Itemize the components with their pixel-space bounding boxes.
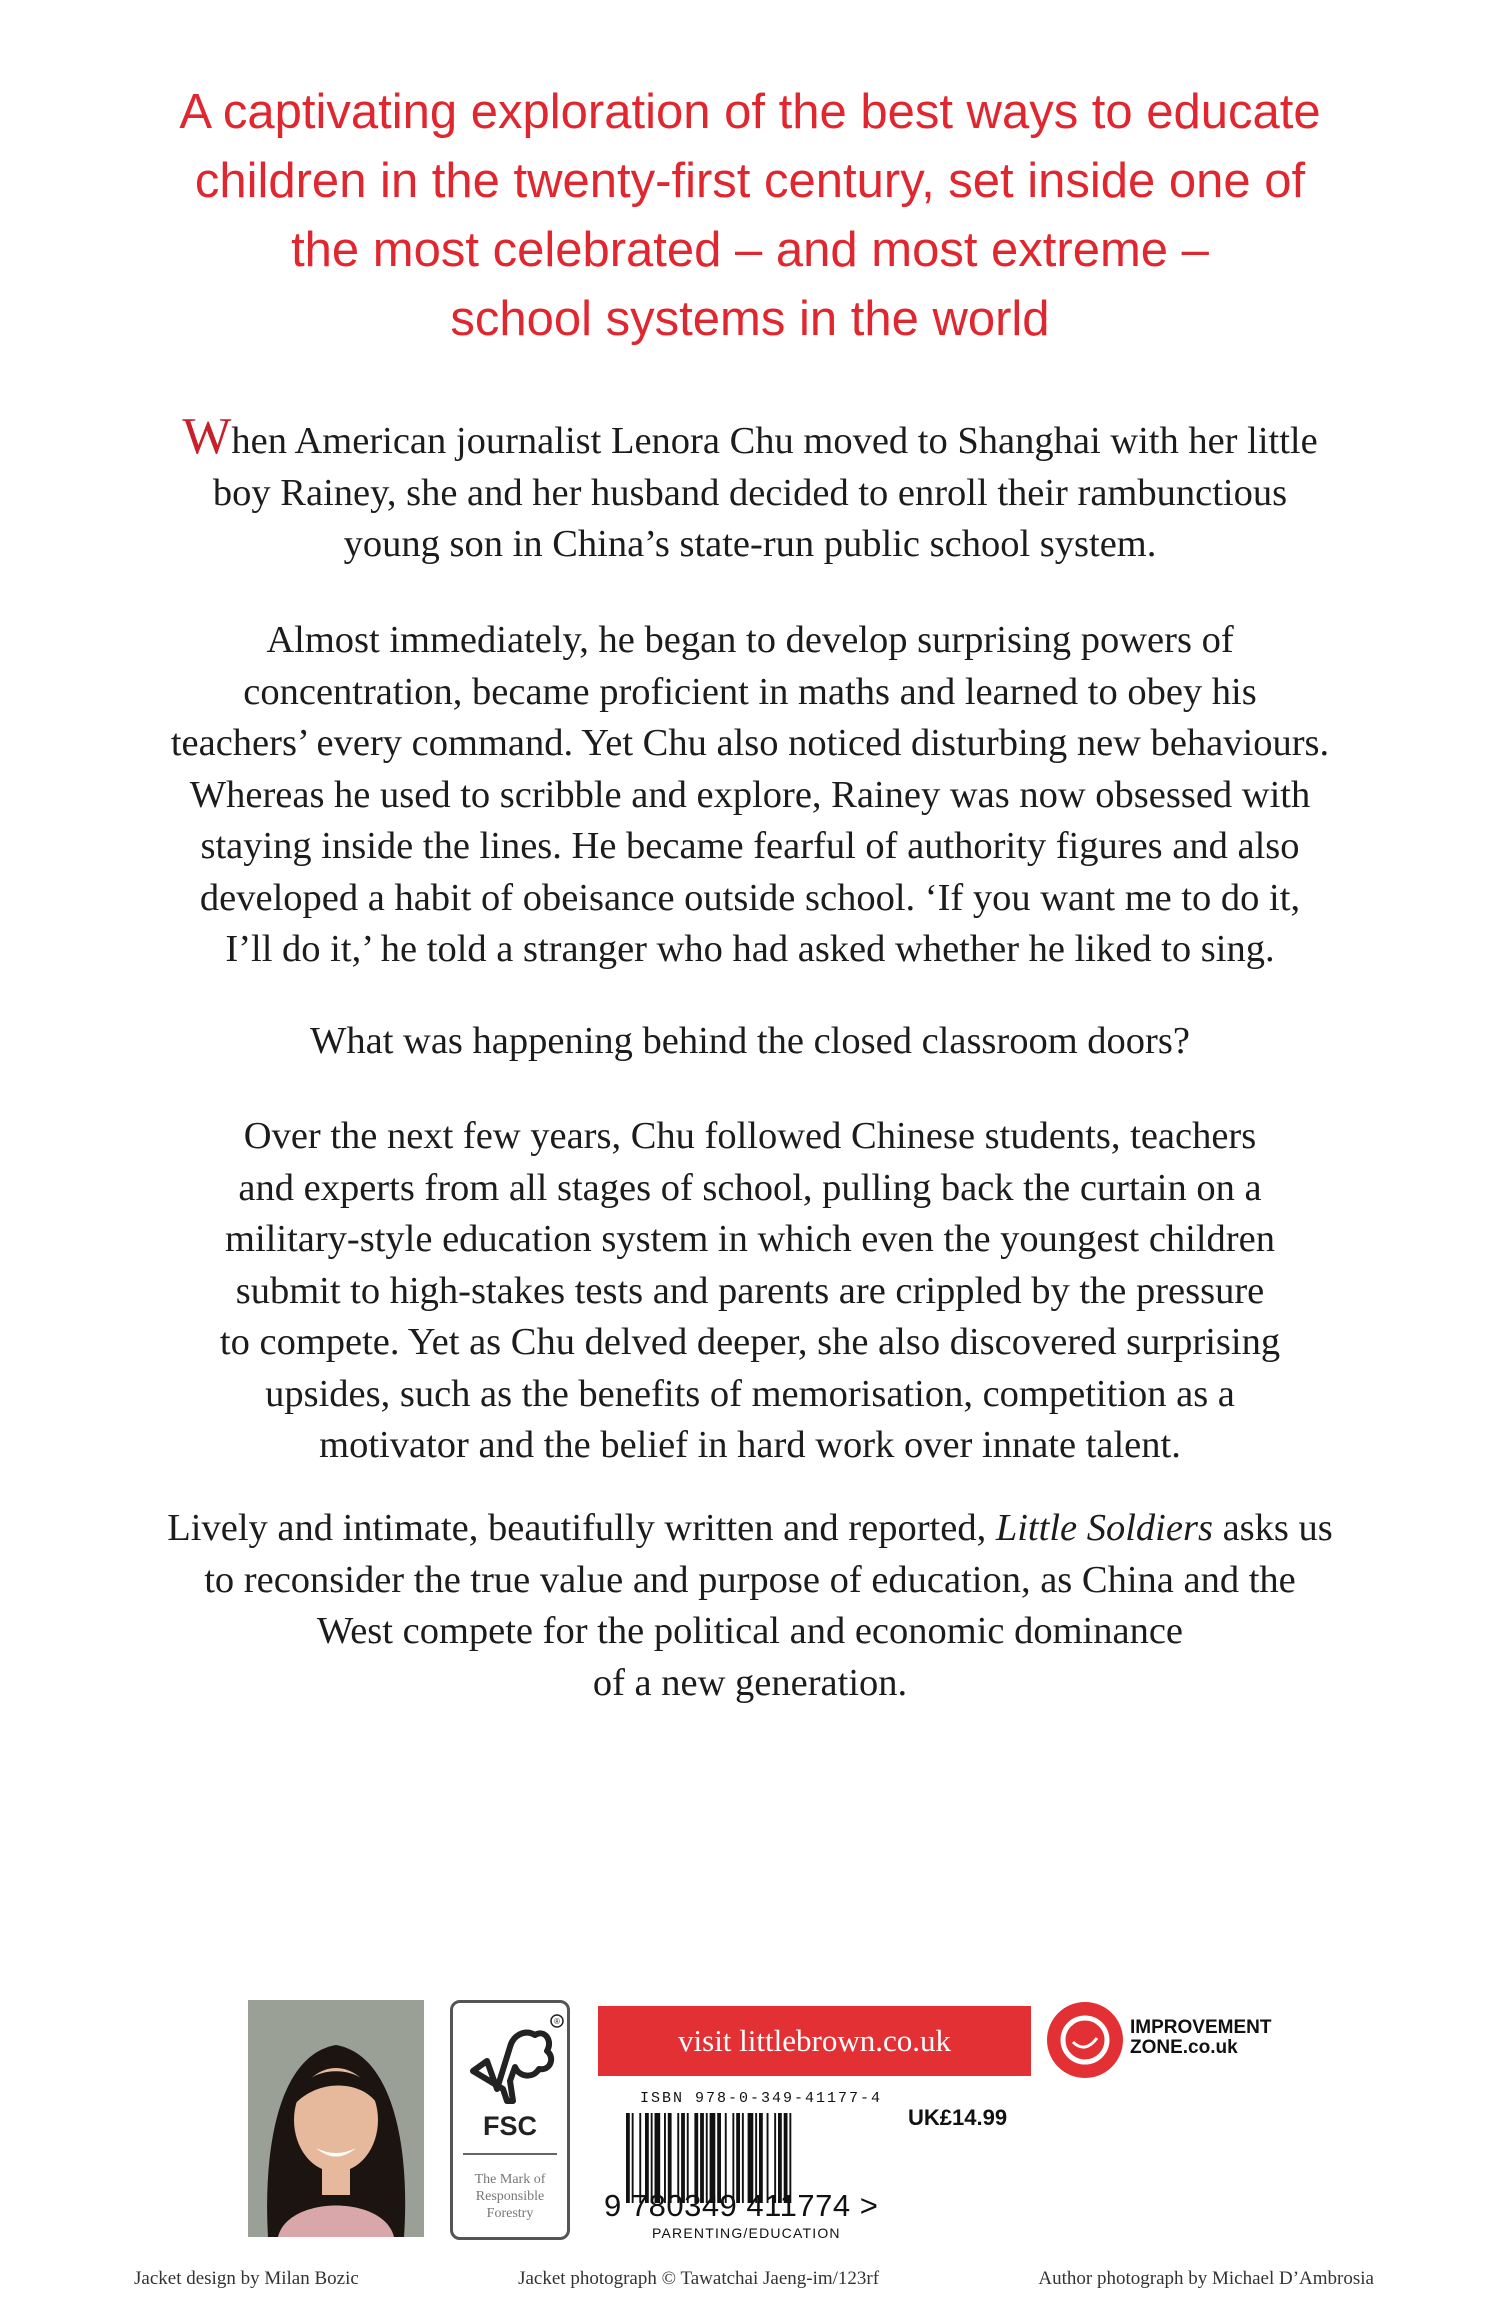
isbn-number: ISBN 978-0-349-41177-4 [640, 2090, 883, 2107]
blurb-line: I’ll do it,’ he told a stranger who had asked whether he liked to sing. [225, 928, 1275, 970]
blurb-line: upsides, such as the benefits of memorisation, competition as a [265, 1372, 1235, 1415]
blurb-line: developed a habit of obeisance outside school. ‘If you want me to do it, [199, 876, 1301, 919]
blurb-line: staying inside the lines. He became fearful of authority figures and also [200, 825, 1300, 867]
fsc-mark-line: The Mark of [474, 2172, 546, 2187]
blurb-paragraph-5 [90, 1503, 1410, 1709]
blurb-line: concentration, became proficient in maths and learned to obey his [243, 670, 1257, 713]
blurb-line: Over the next few years, Chu followed Chinese students, teachers [243, 1115, 1257, 1157]
tagline-line: children in the twenty-first century, set inside one of [194, 154, 1306, 208]
barcode-digits [604, 2188, 878, 2224]
blurb-line: Almost immediately, he began to develop surprising powers of [266, 619, 1234, 661]
improvement-zone-line: ZONE.co.uk [1130, 2037, 1238, 2058]
drop-cap: W [182, 408, 232, 465]
blurb-line: and experts from all stages of school, pulling back the curtain on a [238, 1166, 1262, 1209]
barcode-arrow: > [859, 2188, 879, 2223]
fsc-registered-mark: ® [554, 2017, 560, 2026]
blurb-line: young son in China’s state-run public school system. [343, 523, 1157, 565]
fsc-tree-icon [453, 2009, 567, 2119]
blurb-line [90, 1503, 1410, 1555]
fsc-mark-line: Forestry [486, 2206, 534, 2221]
credit-jacket-design: Jacket design by Milan Bozic [134, 2268, 359, 2289]
blurb-line: teachers’ every command. Yet Chu also noticed disturbing new behaviours. [170, 722, 1330, 764]
blurb-line: military-style education system in which even the youngest children [225, 1218, 1275, 1260]
blurb-line: to compete. Yet as Chu delved deeper, she also discovered surprising [219, 1321, 1281, 1363]
blurb-line-text: hen American journalist Lenora Chu moved to Shanghai with her little [231, 420, 1318, 462]
tagline-headline [120, 78, 1380, 354]
fsc-mark-text [457, 2171, 563, 2222]
credit-jacket-photo: Jacket photograph © Tawatchai Jaeng-im/123rf [518, 2268, 880, 2289]
fsc-mark-line: Responsible [475, 2189, 545, 2204]
tagline-line: A captivating exploration of the best ways to educate [179, 85, 1321, 139]
blurb-paragraph-4 [90, 1111, 1410, 1472]
price-label: UK£14.99 [908, 2105, 1008, 2130]
blurb-line: of a new generation. [592, 1661, 908, 1704]
category-label: PARENTING/EDUCATION [652, 2225, 841, 2241]
blurb-line [90, 408, 1410, 468]
barcode-number: 9 780349 411774 [604, 2188, 851, 2223]
blurb-line: West compete for the political and economic dominance [316, 1610, 1184, 1652]
credit-author-photo: Author photograph by Michael D’Ambrosia [1038, 2268, 1374, 2289]
blurb-line: Whereas he used to scribble and explore, Rainey was now obsessed with [189, 773, 1311, 816]
jacket-credits [134, 2268, 1374, 2290]
blurb-paragraph-3 [90, 1016, 1410, 1068]
blurb-line-text: asks us [1212, 1507, 1333, 1549]
book-title: Little Soldiers [995, 1507, 1213, 1549]
blurb-paragraph-2 [90, 615, 1410, 976]
blurb-line: to reconsider the true value and purpose of education, as China and the [204, 1558, 1296, 1601]
author-photo [248, 2000, 424, 2237]
improvement-zone-line: IMPROVEMENT [1130, 2017, 1272, 2038]
improvement-zone-text [1130, 2018, 1271, 2058]
tagline-line: the most celebrated – and most extreme – [291, 223, 1209, 277]
blurb-line: boy Rainey, she and her husband decided to enroll their rambunctious [212, 471, 1288, 514]
improvement-zone-logo-icon [1047, 2002, 1123, 2078]
blurb-paragraph-1 [90, 408, 1410, 571]
author-portrait-icon [248, 2000, 424, 2237]
fsc-logo [450, 2000, 570, 2240]
improvement-zone-swirl-icon [1047, 2002, 1123, 2078]
blurb-line-text: Lively and intimate, beautifully written and reported, [167, 1507, 996, 1549]
blurb-line: motivator and the belief in hard work over innate talent. [319, 1424, 1181, 1466]
blurb-line: submit to high-stakes tests and parents are crippled by the pressure [235, 1269, 1265, 1312]
fsc-divider [463, 2153, 557, 2155]
fsc-label: FSC [483, 2111, 537, 2141]
blurb-line: What was happening behind the closed classroom doors? [310, 1020, 1190, 1062]
visit-website-link[interactable]: visit littlebrown.co.uk [598, 2006, 1031, 2076]
tagline-line: school systems in the world [450, 292, 1050, 346]
